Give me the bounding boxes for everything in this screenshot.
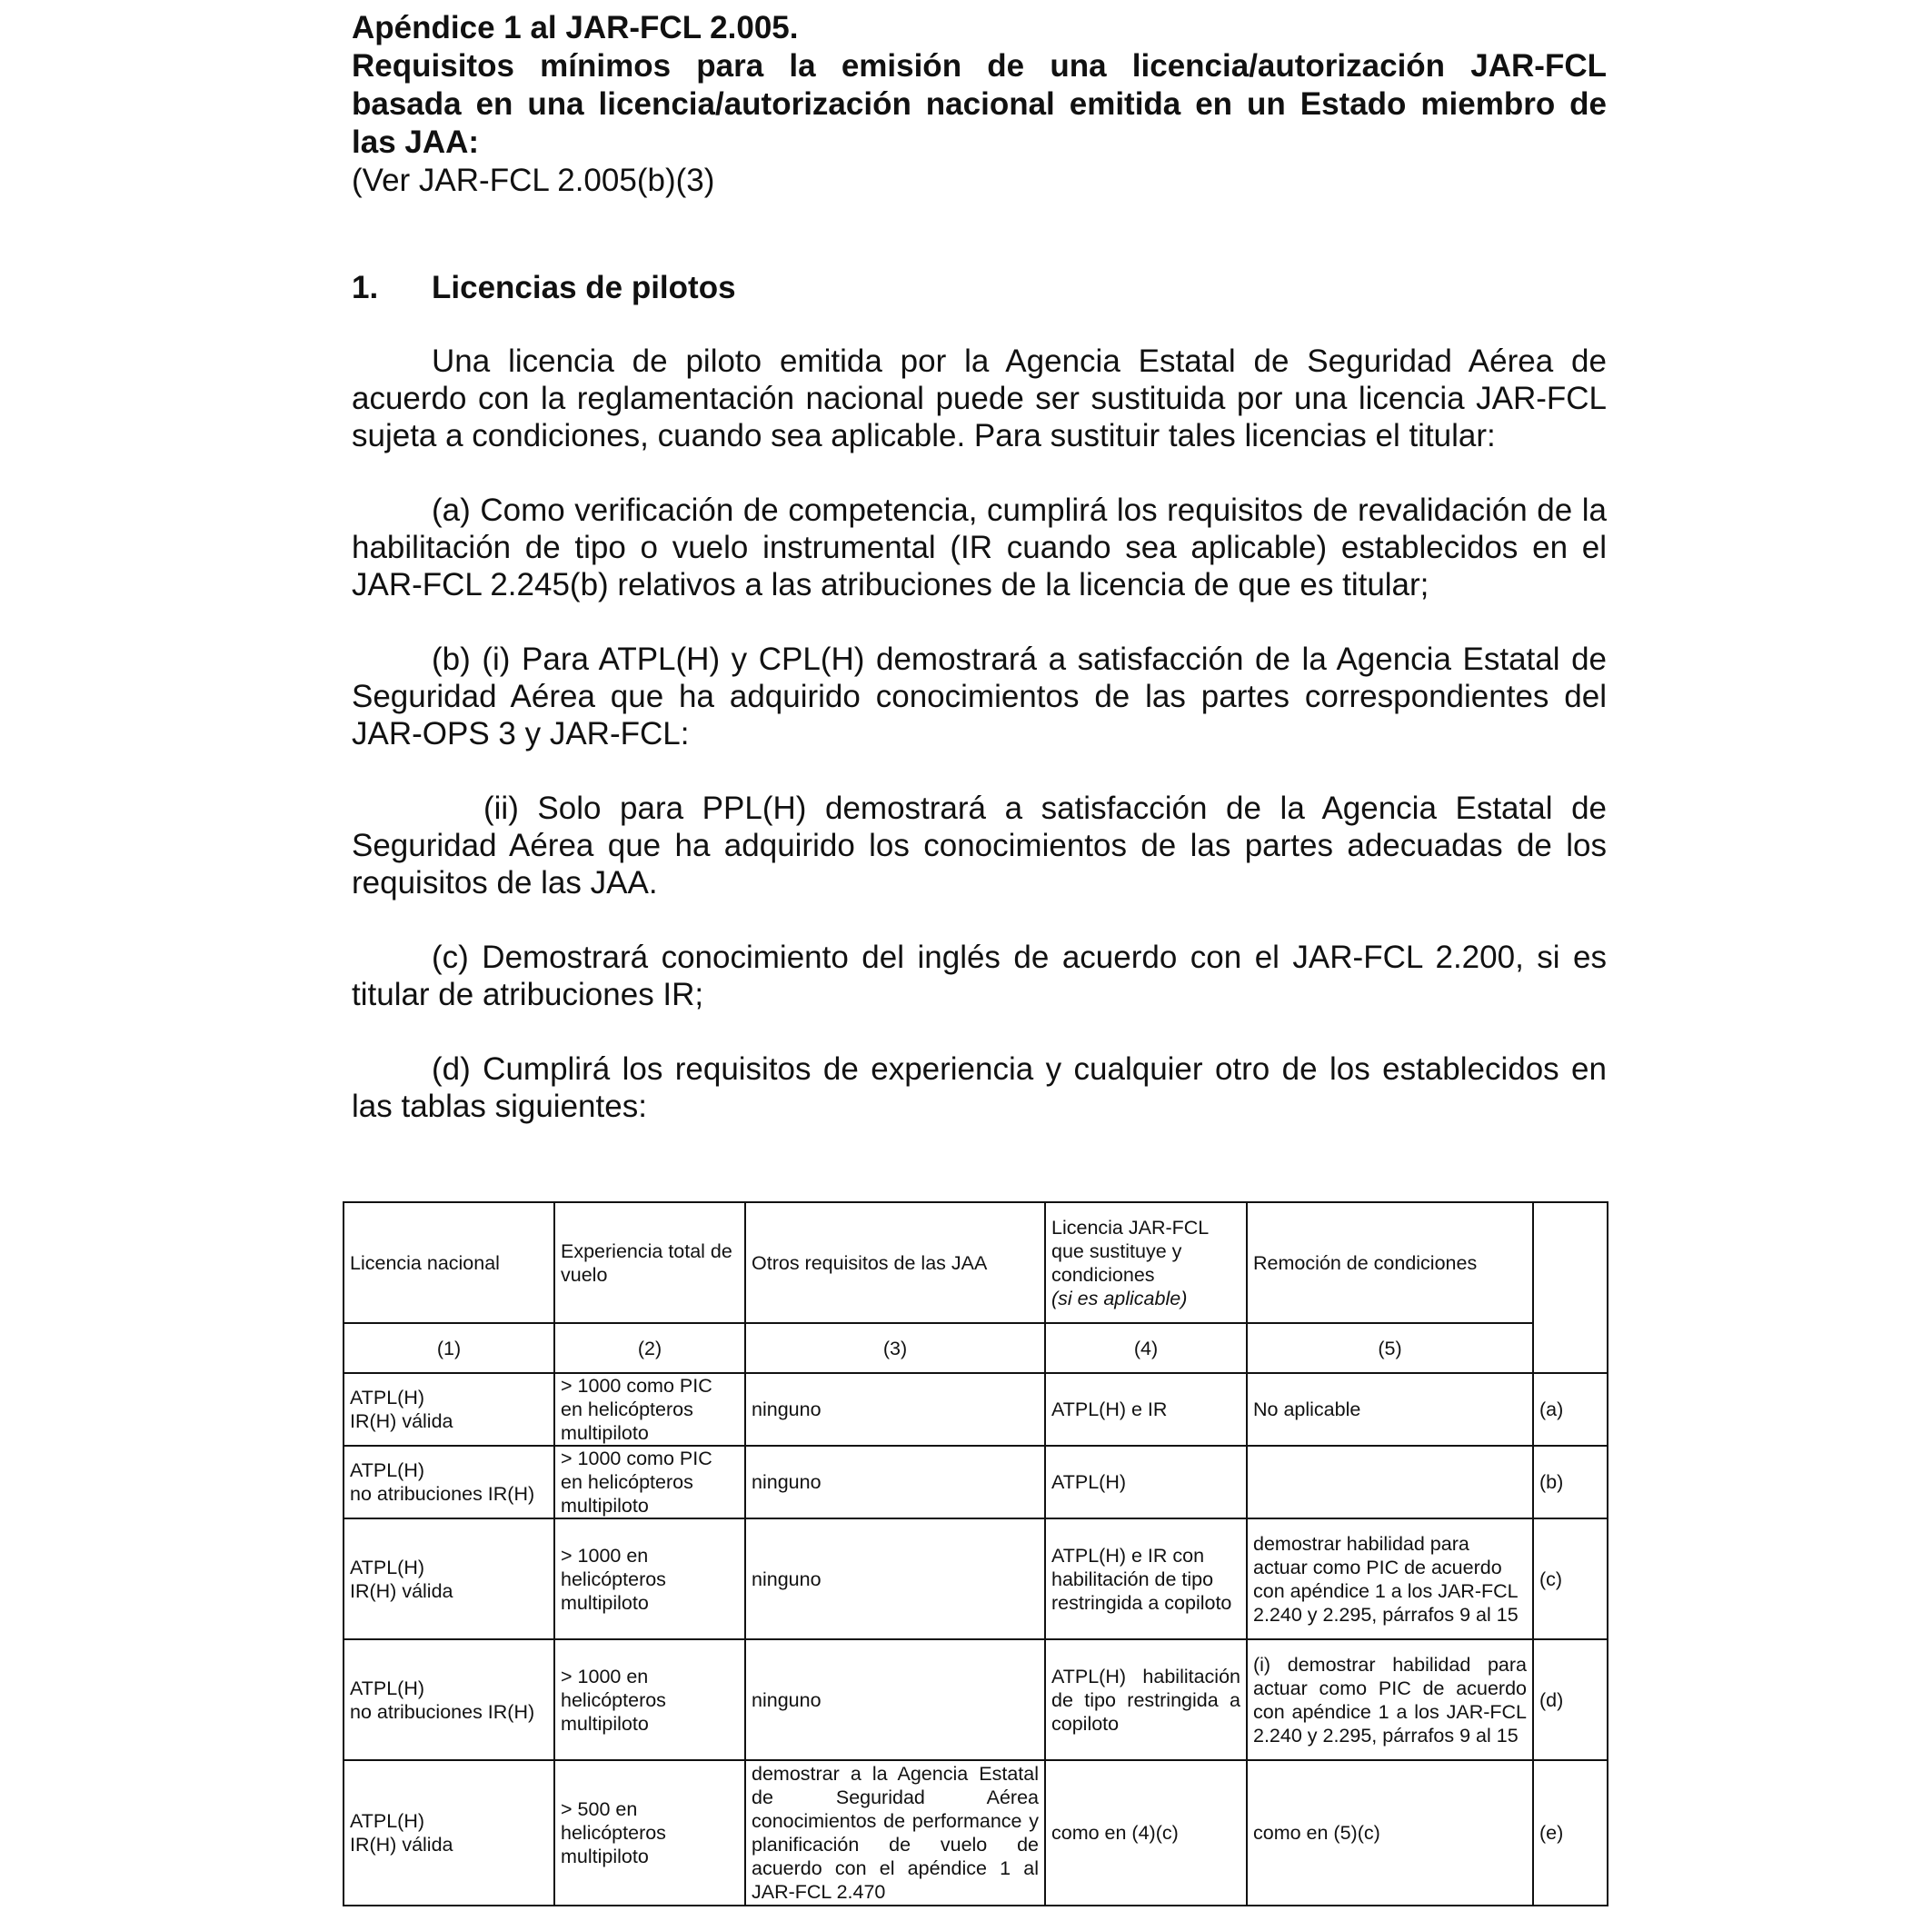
header-remocion: Remoción de condiciones — [1247, 1202, 1533, 1323]
paragraph-c: (c) Demostrará conocimiento del inglés de acuerdo con el JAR-FCL 2.200, si es titular de atribuciones IR; — [352, 940, 1607, 1012]
cell-ref: (b) — [1533, 1446, 1608, 1518]
requirements-table — [343, 1201, 1608, 1906]
table-row — [344, 1639, 1608, 1760]
cell-sustituye: ATPL(H) — [1045, 1446, 1247, 1518]
header-licencia-nacional: Licencia nacional — [344, 1202, 554, 1323]
appendix-subtitle-line-3: las JAA: — [352, 124, 480, 160]
cell-otros: ninguno — [745, 1373, 1045, 1446]
cell-experiencia: > 1000 en helicópteros multipiloto — [554, 1639, 745, 1760]
cell-licencia: ATPL(H) IR(H) válida — [344, 1373, 554, 1446]
header-note-si-aplicable: (si es aplicable) — [1051, 1287, 1188, 1309]
paragraph-b-i: (b) (i) Para ATPL(H) y CPL(H) demostrará a satisfacción de la Agencia Estatal de Seguridad Aérea que ha adquirido conocimientos de las partes correspondientes del JAR-OPS 3 y JAR-FCL: — [352, 642, 1607, 751]
cell-remocion: No aplicable — [1247, 1373, 1533, 1446]
cell-experiencia: > 500 en helicópteros multipiloto — [554, 1760, 745, 1906]
cell-experiencia: > 1000 como PIC en helicópteros multipiloto — [554, 1446, 745, 1518]
cell-sustituye: ATPL(H) e IR con habilitación de tipo restringida a copiloto — [1045, 1518, 1247, 1639]
paragraph-d: (d) Cumplirá los requisitos de experiencia y cualquier otro de los establecidos en las tablas siguientes: — [352, 1051, 1607, 1124]
cell-otros: ninguno — [745, 1518, 1045, 1639]
appendix-subtitle-line-2: basada en una licencia/autorización nacional emitida en un Estado miembro de — [352, 86, 1607, 122]
cell-otros: ninguno — [745, 1446, 1045, 1518]
column-number-5: (5) — [1247, 1323, 1533, 1373]
cell-experiencia: > 1000 en helicópteros multipiloto — [554, 1518, 745, 1639]
section-heading — [352, 269, 736, 307]
cell-ref: (a) — [1533, 1373, 1608, 1446]
header-ref-empty — [1533, 1202, 1608, 1373]
table-row — [344, 1760, 1608, 1906]
header-experiencia: Experiencia total de vuelo — [554, 1202, 745, 1323]
table-header-row — [344, 1202, 1608, 1323]
cell-remocion — [1247, 1446, 1533, 1518]
cell-sustituye: ATPL(H) habilitación de tipo restringida a copiloto — [1045, 1639, 1247, 1760]
cell-otros: demostrar a la Agencia Estatal de Seguridad Aérea conocimientos de performance y planificación de vuelo de acuerdo con el apéndice 1 al JAR-FCL 2.470 — [745, 1760, 1045, 1906]
paragraph-a: (a) Como verificación de competencia, cumplirá los requisitos de revalidación de la habilitación de tipo o vuelo instrumental (IR cuando sea aplicable) establecidos en el JAR-FCL 2.245(b) relativos a las atribuciones de la licencia de que es titular; — [352, 493, 1607, 602]
cell-ref: (e) — [1533, 1760, 1608, 1906]
cell-remocion: demostrar habilidad para actuar como PIC de acuerdo con apéndice 1 a los JAR-FCL 2.240 y 2.295, párrafos 9 al 15 — [1247, 1518, 1533, 1639]
table-row — [344, 1373, 1608, 1446]
header-otros-requisitos: Otros requisitos de las JAA — [745, 1202, 1045, 1323]
column-number-2: (2) — [554, 1323, 745, 1373]
header-licencia-jar-fcl: Licencia JAR-FCL que sustituye y condiciones (si es aplicable) — [1045, 1202, 1247, 1323]
cell-ref: (c) — [1533, 1518, 1608, 1639]
appendix-title: Apéndice 1 al JAR-FCL 2.005. — [352, 10, 799, 45]
appendix-subtitle-line-1: Requisitos mínimos para la emisión de una licencia/autorización JAR-FCL — [352, 48, 1607, 84]
appendix-reference: (Ver JAR-FCL 2.005(b)(3) — [352, 163, 715, 198]
cell-otros: ninguno — [745, 1639, 1045, 1760]
table-row — [344, 1446, 1608, 1518]
document-header — [352, 9, 1607, 200]
cell-ref: (d) — [1533, 1639, 1608, 1760]
cell-licencia: ATPL(H) IR(H) válida — [344, 1760, 554, 1906]
cell-remocion: como en (5)(c) — [1247, 1760, 1533, 1906]
section-number: 1. — [352, 270, 379, 305]
paragraph-intro: Una licencia de piloto emitida por la Agencia Estatal de Seguridad Aérea de acuerdo con la reglamentación nacional puede ser sustituida por una licencia JAR-FCL sujeta a condiciones, cuando sea aplicable. Para sustituir tales licencias el titular: — [352, 343, 1607, 453]
table-row — [344, 1518, 1608, 1639]
column-number-4: (4) — [1045, 1323, 1247, 1373]
column-number-3: (3) — [745, 1323, 1045, 1373]
cell-licencia: ATPL(H) IR(H) válida — [344, 1518, 554, 1639]
table-number-row — [344, 1323, 1608, 1373]
cell-sustituye: ATPL(H) e IR — [1045, 1373, 1247, 1446]
cell-sustituye: como en (4)(c) — [1045, 1760, 1247, 1906]
cell-remocion: (i) demostrar habilidad para actuar como PIC de acuerdo con apéndice 1 a los JAR-FCL 2.240 y 2.295, párrafos 9 al 15 — [1247, 1639, 1533, 1760]
paragraph-b-ii: (ii) Solo para PPL(H) demostrará a satisfacción de la Agencia Estatal de Seguridad Aérea que ha adquirido los conocimientos de las partes adecuadas de los requisitos de las JAA. — [352, 791, 1607, 901]
cell-licencia: ATPL(H) no atribuciones IR(H) — [344, 1639, 554, 1760]
cell-experiencia: > 1000 como PIC en helicópteros multipiloto — [554, 1373, 745, 1446]
column-number-1: (1) — [344, 1323, 554, 1373]
section-title: Licencias de pilotos — [432, 270, 736, 305]
cell-licencia: ATPL(H) no atribuciones IR(H) — [344, 1446, 554, 1518]
